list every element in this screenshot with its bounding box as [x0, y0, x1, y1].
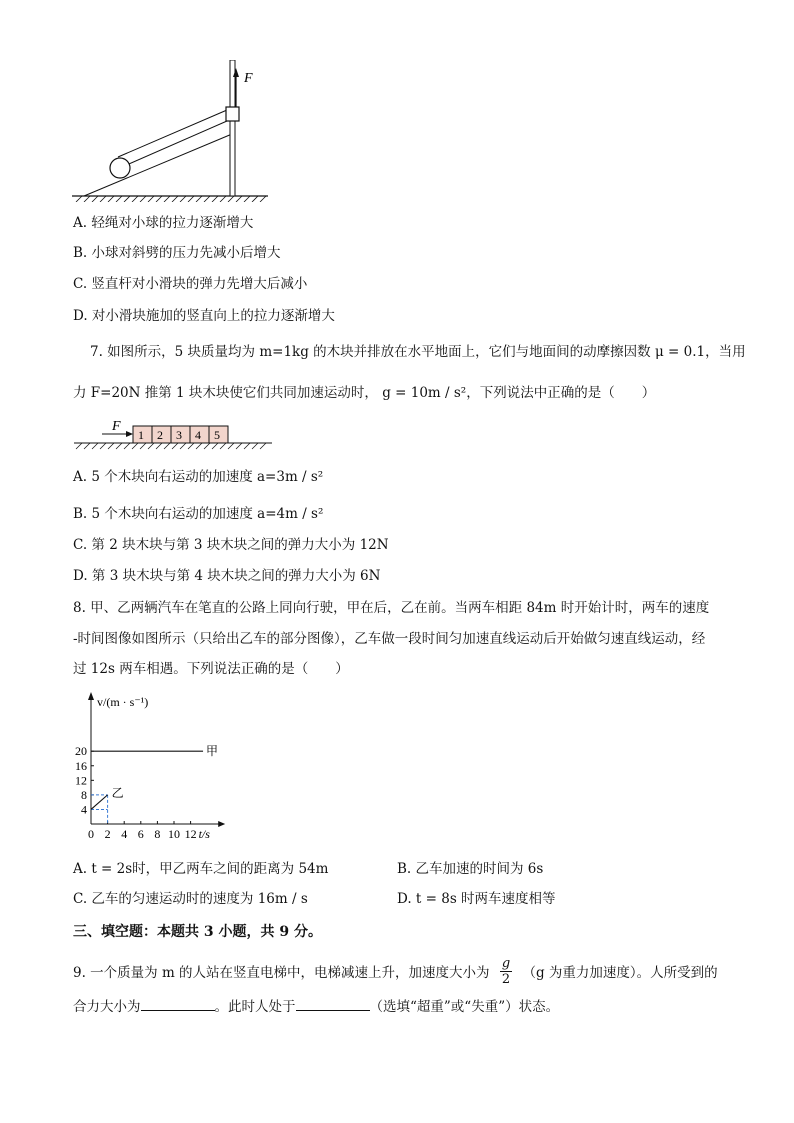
q7-force-label: F: [112, 419, 121, 434]
y-tick-label: 12: [75, 773, 87, 788]
x-tick-label: 10: [168, 827, 180, 841]
x-tick-label: 0: [88, 827, 94, 841]
x-axis-label: t/s: [198, 827, 210, 841]
q7-option-b: B. 5 个木块向右运动的加速度 a=4m / s²: [73, 506, 324, 522]
q6-option-d: D. 对小滑块施加的竖直向上的拉力逐渐增大: [73, 308, 335, 324]
fraction-numerator: g: [501, 956, 511, 971]
q7-stem-line2: 力 F=20N 推第 1 块木块使它们共同加速运动时， g = 10m / s²，下列说法中正确的是（ ）: [73, 385, 656, 401]
block-row: [133, 426, 228, 443]
q9-stem-line1: [73, 958, 718, 989]
q8-stem-line1: 8. 甲、乙两辆汽车在笔直的公路上同向行驶，甲在后，乙在前。当两车相距 84m 时开始计时，两车的速度: [73, 600, 710, 616]
fraction: [500, 956, 512, 987]
q7-option-d: D. 第 3 块木块与第 4 块木块之间的弹力大小为 6N: [73, 568, 381, 584]
q6-figure: [70, 60, 270, 202]
x-tick-label: 6: [137, 827, 144, 841]
force-label: F: [244, 71, 253, 86]
q9-text-b: 。此时人处于: [214, 999, 296, 1015]
q9-text-pre: 9. 一个质量为 m 的人站在竖直电梯中，电梯减速上升，加速度大小为: [73, 965, 490, 981]
q8-option-a: A. t = 2s时，甲乙两车之间的距离为 54m: [73, 861, 329, 877]
vertical-rod: [230, 60, 235, 196]
q8-option-d: D. t = 8s 时两车速度相等: [397, 891, 556, 907]
block-2: 2: [157, 428, 163, 442]
x-tick-label: 12: [184, 827, 197, 841]
q8-stem-line3: 过 12s 两车相遇。下列说法正确的是（ ）: [73, 661, 349, 677]
ground-hatch: [76, 196, 266, 202]
y-tick-label: 16: [75, 758, 87, 773]
y-axis-label: v/(m · s⁻¹): [97, 695, 149, 709]
q9-stem-line2: [73, 996, 559, 1016]
answer-blank-2[interactable]: [296, 996, 370, 1011]
incline: [84, 134, 232, 196]
q9-text-c: （选填“超重”或“失重”）状态。: [369, 999, 560, 1015]
block-5: 5: [214, 428, 220, 442]
block-4: 4: [195, 428, 201, 442]
y-tick-label: 8: [81, 787, 87, 802]
vt-chart: [70, 690, 280, 842]
q7-option-a: A. 5 个木块向右运动的加速度 a=3m / s²: [73, 469, 324, 485]
series-line-yi: [91, 795, 108, 810]
ball: [110, 158, 130, 178]
q8-stem-line2: -时间图像如图所示（只给出乙车的部分图像），乙车做一段时间匀加速直线运动后开始做匀速直线运动，经: [73, 631, 706, 647]
answer-blank-1[interactable]: [141, 996, 215, 1011]
section-title: 三、填空题：本题共 3 小题，共 9 分。: [73, 924, 322, 940]
q6-option-a: A. 轻绳对小球的拉力逐渐增大: [73, 215, 254, 231]
q7-option-c: C. 第 2 块木块与第 3 块木块之间的弹力大小为 12N: [73, 537, 389, 553]
x-tick-label: 8: [154, 827, 161, 841]
block-1: 1: [138, 428, 144, 442]
q7-figure: [72, 418, 274, 450]
q9-text-post: （g 为重力加速度）。人所受到的: [522, 965, 718, 981]
y-axis-arrow: [88, 692, 94, 700]
q7-stem-line1: 7. 如图所示，5 块质量均为 m=1kg 的木块并排放在水平地面上，它们与地面间的动摩擦因数 μ = 0.1，当用: [90, 344, 746, 360]
series-label-jia: 甲: [206, 744, 219, 759]
q8-option-b: B. 乙车加速的时间为 6s: [397, 861, 544, 877]
x-tick-label: 4: [121, 827, 128, 841]
fraction-denominator: 2: [501, 972, 511, 987]
y-tick-label: 4: [81, 802, 87, 817]
block-3: 3: [176, 428, 182, 442]
x-axis-arrow: [218, 821, 225, 827]
q9-text-a: 合力大小为: [73, 999, 141, 1015]
slider-block: [226, 107, 239, 121]
y-tick-label: 20: [75, 744, 87, 759]
x-tick-label: 2: [104, 827, 111, 841]
q8-option-c: C. 乙车的匀速运动时的速度为 16m / s: [73, 891, 308, 907]
q6-option-c: C. 竖直杆对小滑块的弹力先增大后减小: [73, 276, 308, 292]
series-label-yi: 乙: [111, 785, 124, 800]
q6-option-b: B. 小球对斜劈的压力先减小后增大: [73, 245, 281, 261]
